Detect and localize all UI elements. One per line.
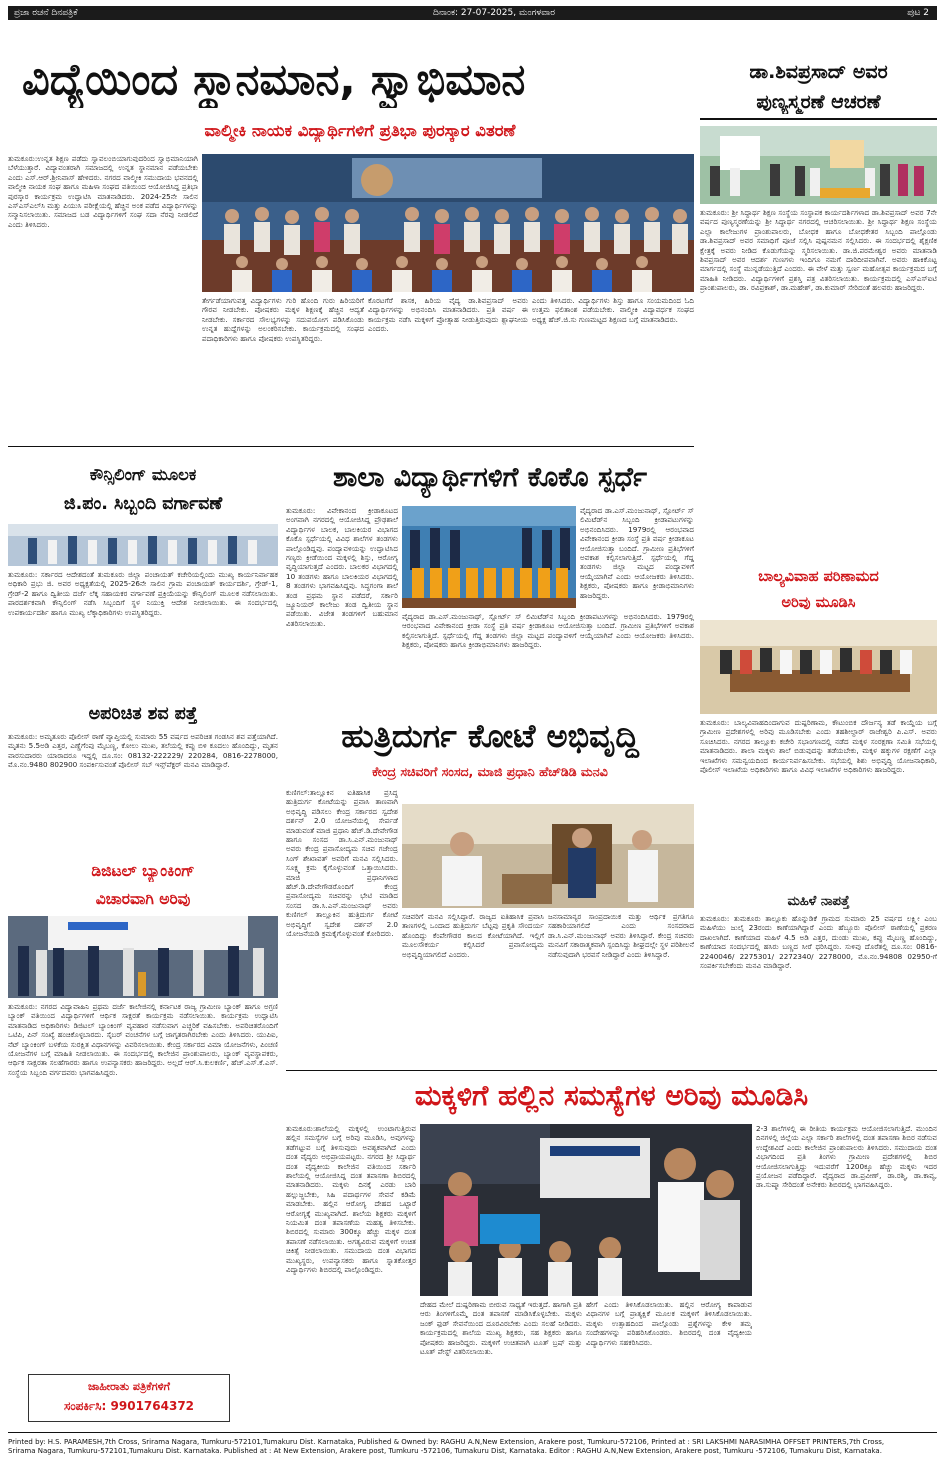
date-line: ದಿನಾಂಕ: 27-07-2025, ಮಂಗಳವಾರ	[433, 8, 555, 18]
digital-text: ತುಮಕೂರು: ನಗರದ ವಿದ್ಯಾವಾಹಿನಿ ಪ್ರಥಮ ದರ್ಜೆ ಕಾಲೇಜಿನಲ್ಲಿ ಕರ್ನಾಟಕ ರಾಜ್ಯ ಗ್ರಾಮೀಣ ಬ್ಯಾಂಕ್ ಹಾಗೂ ಅಗ್ರಣಿ ಬ್ಯಾಂಕ್ ವತಿಯಿಂದ ವಿದ್ಯಾರ್ಥಿಗಳಿಗೆ ಆರ್ಥಿಕ ಸಾಕ್ಷರತೆ ಕಾರ್ಯಕ್ರಮ ನಡೆಸಲಾಯಿತು. ಕಾರ್ಯಕ್ರಮ ಉದ್ಘಾಟಿಸಿ ಮಾತನಾಡಿದ ಅಧಿಕಾರಿಗಳು ಡಿಜಿಟಲ್ ಬ್ಯಾಂಕಿಂಗ್ ವ್ಯವಹಾರ ನಡೆಸುವಾಗ ಎಚ್ಚರಿಕೆ ವಹಿಸಬೇಕು. ಅಪರಿಚಿತರೊಂದಿಗೆ ಒಟಿಪಿ, ಪಿನ್ ಸಂಖ್ಯೆ ಹಂಚಿಕೊಳ್ಳಬಾರದು. ಸೈಬರ್ ವಂಚನೆಗಳ ಬಗ್ಗೆ ಜಾಗೃತರಾಗಿರಬೇಕು ಎಂದು ತಿಳಿಸಿದರು. ಯುಪಿಐ, ನೆಟ್ ಬ್ಯಾಂಕಿಂಗ್ ಬಳಕೆಯ ಸುರಕ್ಷಿತ ವಿಧಾನಗಳನ್ನು ವಿವರಿಸಲಾಯಿತು. ಕೇಂದ್ರ ಸರ್ಕಾರದ ವಿಮಾ ಯೋಜನೆಗಳು, ಪಿಂಚಣಿ ಯೋಜನೆಗಳ ಬಗ್ಗೆ ಮಾಹಿತಿ ನೀಡಲಾಯಿತು. ಈ ಸಂದರ್ಭದಲ್ಲಿ ಕಾಲೇಜಿನ ಪ್ರಾಂಶುಪಾಲರು, ಬ್ಯಾಂಕ್ ವ್ಯವಸ್ಥಾಪಕರು, ಆರ್ಥಿಕ ಸಾಕ್ಷರತಾ ಸಲಹೆಗಾರರು ಹಾಗೂ ಉಪನ್ಯಾಸಕರು ಹಾಜರಿದ್ದರು. ಅಲ್ಲದೆ ಆರ್.ಸಿ.ಕುಲಕರ್ಣಿ, ಹೆಚ್.ಎಸ್.ಕೆ.ಎಸ್. ಸಂಸ್ಥೆಯ ಸಿಬ್ಬಂದಿ ವರ್ಗದವರು ಭಾಗವಹಿಸಿದ್ದರು.	[8, 1002, 278, 1077]
dental-text-a: ತುಮಕೂರು:ಶಾಲೆಯಲ್ಲಿ ಮಕ್ಕಳಲ್ಲಿ ಉಂಟಾಗುತ್ತಿರುವ ಹಲ್ಲಿನ ಸಮಸ್ಯೆಗಳ ಬಗ್ಗೆ ಅರಿವು ಮೂಡಿಸಿ, ಅವುಗಳನ್ನು ತಡೆಗಟ್ಟುವ ಬಗ್ಗೆ ತಿಳಿಸುವುದು ಅವಶ್ಯಕವಾಗಿದೆ ಎಂದು ದಂತ ವೈದ್ಯರು ಅಭಿಪ್ರಾಯಪಟ್ಟರು. ನಗರದ ಶ್ರೀ ಸಿದ್ಧಾರ್ಥ ದಂತ ವೈದ್ಯಕೀಯ ಕಾಲೇಜಿನ ವತಿಯಿಂದ ಸರ್ಕಾರಿ ಶಾಲೆಯಲ್ಲಿ ಆಯೋಜಿಸಿದ್ದ ದಂತ ತಪಾಸಣಾ ಶಿಬಿರದಲ್ಲಿ ಮಾತನಾಡಿದರು. ಮಕ್ಕಳು ದಿನಕ್ಕೆ ಎರಡು ಬಾರಿ ಹಲ್ಲುಜ್ಜಬೇಕು, ಸಿಹಿ ಪದಾರ್ಥಗಳ ಸೇವನೆ ಕಡಿಮೆ ಮಾಡಬೇಕು. ಹಲ್ಲಿನ ಆರೋಗ್ಯ ದೇಹದ ಒಟ್ಟಾರೆ ಆರೋಗ್ಯಕ್ಕೆ ಮುಖ್ಯವಾಗಿದೆ. ಶಾಲೆಯ ಶಿಕ್ಷಕರು ಮಕ್ಕಳಿಗೆ ನಿಯಮಿತ ದಂತ ತಪಾಸಣೆಯ ಮಹತ್ವ ತಿಳಿಸಬೇಕು. ಶಿಬಿರದಲ್ಲಿ ಸುಮಾರು 300ಕ್ಕೂ ಹೆಚ್ಚು ಮಕ್ಕಳ ದಂತ ತಪಾಸಣೆ ನಡೆಸಲಾಯಿತು. ಅಗತ್ಯವಿರುವ ಮಕ್ಕಳಿಗೆ ಉಚಿತ ಚಿಕಿತ್ಸೆ ನೀಡಲಾಯಿತು. ಸಮುದಾಯ ದಂತ ವಿಭಾಗದ ಮುಖ್ಯಸ್ಥರು, ಉಪನ್ಯಾಸಕರು ಹಾಗೂ ಸ್ನಾತಕೋತ್ತರ ವಿದ್ಯಾರ್ಥಿಗಳು ಶಿಬಿರದಲ್ಲಿ ಪಾಲ್ಗೊಂಡಿದ್ದರು.	[286, 1124, 416, 1275]
advert-phone: ಸಂಪರ್ಕಿಸಿ: 9901764372	[63, 1399, 195, 1413]
dental-headline: ಮಕ್ಕಳಿಗೆ ಹಲ್ಲಿನ ಸಮಸ್ಯೆಗಳ ಅರಿವು ಮೂಡಿಸಿ	[414, 1079, 809, 1112]
masthead-strip	[8, 6, 937, 20]
dental-text-d: 2-3 ಶಾಲೆಗಳಲ್ಲಿ ಈ ರೀತಿಯ ಕಾರ್ಯಕ್ರಮ ಆಯೋಜಿಸಲಾಗುತ್ತಿದೆ. ಮುಂದಿನ ದಿನಗಳಲ್ಲಿ ಜಿಲ್ಲೆಯ ಎಲ್ಲಾ ಸರ್ಕಾರಿ ಶಾಲೆಗಳಲ್ಲಿ ದಂತ ತಪಾಸಣಾ ಶಿಬಿರ ನಡೆಸುವ ಉದ್ದೇಶವಿದೆ ಎಂದು ಕಾಲೇಜಿನ ಪ್ರಾಂಶುಪಾಲರು ತಿಳಿಸಿದರು. ಸಮುದಾಯ ದಂತ ವಿಭಾಗದಿಂದ ಪ್ರತಿ ತಿಂಗಳು ಗ್ರಾಮೀಣ ಪ್ರದೇಶಗಳಲ್ಲಿ ಶಿಬಿರ ಆಯೋಜಿಸಲಾಗುತ್ತಿದ್ದು ಇದುವರೆಗೆ 1200ಕ್ಕೂ ಹೆಚ್ಚು ಮಕ್ಕಳು ಇದರ ಪ್ರಯೋಜನ ಪಡೆದಿದ್ದಾರೆ. ವೈದ್ಯರಾದ ಡಾ.ಪ್ರವೀಣ್, ಡಾ.ರಶ್ಮಿ, ಡಾ.ಕಾವ್ಯ, ಡಾ.ಸುಷ್ಮಾ ಸೇರಿದಂತೆ ಅನೇಕರು ಶಿಬಿರದಲ್ಲಿ ಭಾಗವಹಿಸಿದ್ದರು.	[756, 1124, 937, 1190]
missing-text: ತುಮಕೂರು: ತುಮಕೂರು ತಾಲ್ಲೂಕು ಹೊನ್ನುಡಿಕೆ ಗ್ರಾಮದ ಸುಮಾರು 25 ವರ್ಷದ ಲಕ್ಷ್ಮೀ ಎಂಬ ಮಹಿಳೆಯು ಜುಲೈ 23ರಂದು ಕಾಣೆಯಾಗಿದ್ದಾರೆ ಎಂದು ಹೆಬ್ಬೂರು ಪೊಲೀಸ್ ಠಾಣೆಯಲ್ಲಿ ಪ್ರಕರಣ ದಾಖಲಾಗಿದೆ. ಕಾಣೆಯಾದ ಮಹಿಳೆ 4.5 ಅಡಿ ಎತ್ತರ, ದುಂಡು ಮುಖ, ಕಪ್ಪು ಮೈಬಣ್ಣ ಹೊಂದಿದ್ದು, ಕಾಣೆಯಾದ ಸಂದರ್ಭದಲ್ಲಿ ಹಸಿರು ಬಣ್ಣದ ಸೀರೆ ಧರಿಸಿದ್ದರು. ಸುಳಿವು ದೊರೆತಲ್ಲಿ ದೂ.ಸಂ: 0816-2240046/ 2275301/ 2272340/ 2278000, ಮೊ.ನಂ.94808 02950-ಗೆ ಸಂಪರ್ಕಿಸಬೇಕೆಂದು ಮನವಿ ಮಾಡಿದ್ದಾರೆ.	[700, 914, 937, 971]
child-text: ತುಮಕೂರು: ಬಾಲ್ಯವಿವಾಹದಿಂದಾಗುವ ದುಷ್ಪರಿಣಾಮ, ಕೌಟುಂಬಿಕ ದೌರ್ಜನ್ಯ ತಡೆ ಕಾಯ್ದೆಯ ಬಗ್ಗೆ ಗ್ರಾಮೀಣ ಪ್ರದೇಶಗಳಲ್ಲಿ ಅರಿವು ಮೂಡಿಸಬೇಕು ಎಂದು ತಹಶೀಲ್ದಾರ್ ರಾಜೇಶ್ವರಿ ಪಿ.ಎಸ್. ಅವರು ಸೂಚಿಸಿದರು. ನಗರದ ತಾಲ್ಲೂಕು ಕಚೇರಿ ಸಭಾಂಗಣದಲ್ಲಿ ನಡೆದ ಮಕ್ಕಳ ಸಂರಕ್ಷಣಾ ಸಮಿತಿ ಸಭೆಯಲ್ಲಿ ಮಾತನಾಡಿದರು. ಶಾಲಾ ಮಕ್ಕಳು ಶಾಲೆ ಬಿಡುವುದನ್ನು ತಡೆಯಬೇಕು, ಮಕ್ಕಳ ಹಕ್ಕುಗಳ ರಕ್ಷಣೆಗೆ ಎಲ್ಲಾ ಇಲಾಖೆಗಳು ಸಮನ್ವಯದಿಂದ ಕಾರ್ಯನಿರ್ವಹಿಸಬೇಕು. ಸಭೆಯಲ್ಲಿ ಶಿಶು ಅಭಿವೃದ್ಧಿ ಯೋಜನಾಧಿಕಾರಿ, ಪೊಲೀಸ್ ಇಲಾಖೆಯ ಅಧಿಕಾರಿಗಳು ಹಾಗೂ ವಿವಿಧ ಇಲಾಖೆಗಳ ಅಧಿಕಾರಿಗಳು ಹಾಜರಿದ್ದರು.	[700, 718, 937, 775]
kho-photo	[402, 506, 576, 608]
kho-headline: ಶಾಲಾ ವಿದ್ಯಾರ್ಥಿಗಳಿಗೆ ಕೊಕೊ ಸ್ಪರ್ಧೆ	[333, 462, 647, 493]
child-headline-1: ಬಾಲ್ಯವಿವಾಹ ಪರಿಣಾಮದ	[758, 569, 879, 585]
counselling-headline-1: ಕೌನ್ಸಿಲಿಂಗ್ ಮೂಲಕ	[89, 465, 197, 484]
memorial-photo	[700, 126, 937, 204]
fort-text-a: ಕುಣಿಗಲ್:ತಾಲ್ಲೂಕಿನ ಐತಿಹಾಸಿಕ ಪ್ರಸಿದ್ಧ ಹುತ್ರಿದುರ್ಗ ಕೋಟೆಯನ್ನು ಪ್ರವಾಸಿ ತಾಣವಾಗಿ ಅಭಿವೃದ್ಧಿ ಪಡಿಸಲು ಕೇಂದ್ರ ಸರ್ಕಾರದ ಸ್ವದೇಶ ದರ್ಶನ್ 2.0 ಯೋಜನೆಯಲ್ಲಿ ಸೇರ್ಪಡೆ ಮಾಡುವಂತೆ ಮಾಜಿ ಪ್ರಧಾನಿ ಹೆಚ್.ಡಿ.ದೇವೇಗೌಡ ಹಾಗೂ ಸಂಸದ ಡಾ.ಸಿ.ಎನ್.ಮಂಜುನಾಥ್ ಅವರು ಕೇಂದ್ರ ಪ್ರವಾಸೋದ್ಯಮ ಸಚಿವ ಗಜೇಂದ್ರ ಸಿಂಗ್ ಶೇಖಾವತ್ ಅವರಿಗೆ ಮನವಿ ಸಲ್ಲಿಸಿದರು. ಸೂಕ್ಷ್ಮ ಕ್ರಮ ಕೈಗೊಳ್ಳುವಂತೆ ಒತ್ತಾಯಿಸಿದರು. ಮಾಜಿ ಪ್ರಧಾನಿಗಳಾದ ಹೆಚ್.ಡಿ.ದೇವೇಗೌಡರೊಂದಿಗೆ ಕೇಂದ್ರ ಪ್ರವಾಸೋದ್ಯಮ ಸಚಿವರನ್ನು ಭೇಟಿ ಮಾಡಿದ ಸಂಸದ ಡಾ.ಸಿ.ಎನ್.ಮಂಜುನಾಥ್ ಅವರು ಕುಣಿಗಲ್ ತಾಲ್ಲೂಕಿನ ಹುತ್ರಿದುರ್ಗ ಕೋಟೆ ಅಭಿವೃದ್ಧಿಗೆ ಸ್ವದೇಶ ದರ್ಶನ್ 2.0 ಯೋಜನೆಯಡಿ ಕ್ರಮಕೈಗೊಳ್ಳುವಂತೆ ಕೋರಿದರು.	[286, 788, 398, 939]
fort-text-c: ಜನಸಾಮಾನ್ಯರ ಸಾಂಪ್ರದಾಯಿಕ ಮತ್ತು ಆರ್ಥಿಕ ಪ್ರಗತಿಗೂ ಸಹಕಾರಿಯಾಗಲಿದೆ ಎಂದು ಸಂಸದರಾದ ಡಾ.ಸಿ.ಎನ್.ಮಂಜುನಾಥ್ ಅವರು ತಿಳಿಸಿದ್ದಾರೆ. ಕೇಂದ್ರ ಸಚಿವರು ಮನವಿಗೆ ಸಕಾರಾತ್ಮಕವಾಗಿ ಸ್ಪಂದಿಸಿದ್ದು ಶೀಘ್ರದಲ್ಲೇ ಸ್ಥಳ ಪರಿಶೀಲನೆ ನಡೆಸುವುದಾಗಿ ಭರವಸೆ ನೀಡಿದ್ದಾರೆ ಎಂದು ತಿಳಿಸಿದ್ದಾರೆ.	[548, 912, 694, 959]
dental-text-b: ದೇಹದ ಮೇಲೆ ದುಷ್ಪರಿಣಾಮ ಬೀರುವ ಸಾಧ್ಯತೆ ಇರುತ್ತದೆ. ಹಾಗಾಗಿ ಪ್ರತಿ ಆರು ತಿಂಗಳಿಗೊಮ್ಮೆ ದಂತ ತಪಾಸಣೆ ಮಾಡಿಸಿಕೊಳ್ಳಬೇಕು. ಮಕ್ಕಳು ಜಂಕ್ ಫುಡ್ ಸೇವನೆಯಿಂದ ದೂರವಿರಬೇಕು ಎಂದು ಸಲಹೆ ನೀಡಿದರು. ಕಾರ್ಯಕ್ರಮದಲ್ಲಿ ಶಾಲೆಯ ಮುಖ್ಯ ಶಿಕ್ಷಕರು, ಸಹ ಶಿಕ್ಷಕರು ಹಾಗೂ ಪೋಷಕರು ಹಾಜರಿದ್ದರು. ಮಕ್ಕಳಿಗೆ ಉಚಿತವಾಗಿ ಟೂತ್ ಬ್ರಷ್ ಮತ್ತು ಟೂತ್ ಪೇಸ್ಟ್ ವಿತರಿಸಲಾಯಿತು.	[420, 1300, 582, 1357]
advert-box	[28, 1374, 230, 1422]
dental-text-c: ಹೇಗೆ ಎಂದು ತಿಳಿಸಿಕೊಡಲಾಯಿತು. ಹಲ್ಲಿನ ಆರೋಗ್ಯ ಕಾಪಾಡುವ ವಿಧಾನಗಳ ಬಗ್ಗೆ ಪ್ರಾತ್ಯಕ್ಷಿಕೆ ಮೂಲಕ ಮಕ್ಕಳಿಗೆ ತಿಳಿಸಿಕೊಡಲಾಯಿತು. ಮಕ್ಕಳು ಉತ್ಸಾಹದಿಂದ ಪಾಲ್ಗೊಂಡು ಪ್ರಶ್ನೆಗಳನ್ನು ಕೇಳಿ ತಮ್ಮ ಸಂದೇಹಗಳನ್ನು ಪರಿಹರಿಸಿಕೊಂಡರು. ಶಿಬಿರದಲ್ಲಿ ದಂತ ವೈದ್ಯಕೀಯ ವಿದ್ಯಾರ್ಥಿಗಳು ಸಹಕರಿಸಿದರು.	[586, 1300, 752, 1347]
counselling-text: ತುಮಕೂರು: ಸರ್ಕಾರದ ಆದೇಶದಂತೆ ತುಮಕೂರು ಜಿಲ್ಲಾ ಪಂಚಾಯತ್ ಕಚೇರಿಯಲ್ಲಿಂದು ಮುಖ್ಯ ಕಾರ್ಯನಿರ್ವಾಹಕ ಅಧಿಕಾರಿ ಪ್ರಭು ಜಿ. ಅವರ ಅಧ್ಯಕ್ಷತೆಯಲ್ಲಿ 2025-26ನೇ ಸಾಲಿನ ಗ್ರಾಮ ಪಂಚಾಯತ್ ಕಾರ್ಯದರ್ಶಿ, ಗ್ರೇಡ್-1, ಗ್ರೇಡ್-2 ಹಾಗೂ ದ್ವಿತೀಯ ದರ್ಜೆ ಲೆಕ್ಕ ಸಹಾಯಕರ ವರ್ಗಾವಣೆ ಪ್ರಕ್ರಿಯೆಯನ್ನು ಕೌನ್ಸಿಲಿಂಗ್ ಮೂಲಕ ನಡೆಸಲಾಯಿತು. ಪಾರದರ್ಶಕವಾಗಿ ಕೌನ್ಸಿಲಿಂಗ್ ನಡೆಸಿ ಸಿಬ್ಬಂದಿಗೆ ಸ್ಥಳ ನಿಯುಕ್ತಿ ಆದೇಶ ನೀಡಲಾಯಿತು. ಈ ಸಂದರ್ಭದಲ್ಲಿ ಉಪಕಾರ್ಯದರ್ಶಿ ಹಾಗೂ ಮುಖ್ಯ ಲೆಕ್ಕಾಧಿಕಾರಿಗಳು ಉಪಸ್ಥಿತರಿದ್ದರು.	[8, 570, 278, 617]
lead-subhead: ವಾಲ್ಮೀಕಿ ನಾಯಕ ವಿದ್ಯಾರ್ಥಿಗಳಿಗೆ ಪ್ರತಿಭಾ ಪುರಸ್ಕಾರ ವಿತರಣೆ	[204, 121, 516, 140]
divider	[700, 118, 937, 120]
fort-photo	[402, 804, 694, 908]
lead-text-a: ತುಮಕೂರು:ಉನ್ನತ ಶಿಕ್ಷಣ ಪಡೆದು ಸ್ವಾವಲಂಬಿಯಾಗುವುದರಿಂದ ಸ್ವಾಭಿಮಾನಿಯಾಗಿ ಬೆಳೆಯುತ್ತಾರೆ. ವಿದ್ಯಾವಂತರಾಗಿ ಸಮಾಜದಲ್ಲಿ ಉನ್ನತ ಸ್ಥಾನಮಾನ ಪಡೆಯಬೇಕು ಎಂದು ಎಸ್.ಆರ್.ಶ್ರೀನಿವಾಸ್ ಹೇಳಿದರು. ನಗರದ ವಾಲ್ಮೀಕಿ ಸಮುದಾಯ ಭವನದಲ್ಲಿ ವಾಲ್ಮೀಕಿ ನಾಯಕ ಸಂಘ ಹಾಗೂ ಮಹಿಳಾ ಸಂಘದ ವತಿಯಿಂದ ಆಯೋಜಿಸಿದ್ದ ಪ್ರತಿಭಾ ಪುರಸ್ಕಾರ ಕಾರ್ಯಕ್ರಮ ಉದ್ಘಾಟಿಸಿ ಮಾತನಾಡಿದರು. 2024-25ನೇ ಸಾಲಿನ ಎಸ್‌ಎಸ್‌ಎಲ್‌ಸಿ ಮತ್ತು ಪಿಯುಸಿ ಪರೀಕ್ಷೆಯಲ್ಲಿ ಹೆಚ್ಚಿನ ಅಂಕ ಪಡೆದ ವಿದ್ಯಾರ್ಥಿಗಳನ್ನು ಸನ್ಮಾನಿಸಲಾಯಿತು. ಸಮಾಜದ ಬಡ ವಿದ್ಯಾರ್ಥಿಗಳಿಗೆ ಸಂಘ ಸದಾ ನೆರವು ನೀಡಲಿದೆ ಎಂದು ತಿಳಿಸಿದರು.	[8, 154, 198, 229]
banking-photo	[8, 916, 278, 998]
kho-text-b: ವೈದ್ಯರಾದ ಡಾ.ಎಸ್.ಮಂಜುನಾಥ್, ಸ್ಪೋರ್ಟ್ ಸ್ ಲಿಮಿಟೆಡ್‌ನ ಸಿಬ್ಬಂದಿ ಕ್ರೀಡಾಪಟುಗಳನ್ನು ಅಭಿನಂದಿಸಿದರು. 1979ರಲ್ಲಿ ಆರಂಭವಾದ ವಿವೇಕಾನಂದ ಕ್ರೀಡಾ ಸಂಸ್ಥೆ ಪ್ರತಿ ವರ್ಷ ಕ್ರೀಡಾಕೂಟ ಆಯೋಜಿಸುತ್ತಾ ಬಂದಿದೆ. ಗ್ರಾಮೀಣ ಪ್ರತಿಭೆಗಳಿಗೆ ಅವಕಾಶ ಕಲ್ಪಿಸಲಾಗುತ್ತಿದೆ. ಸ್ಪರ್ಧೆಯಲ್ಲಿ ಗೆದ್ದ ತಂಡಗಳು ಜಿಲ್ಲಾ ಮಟ್ಟದ ಪಂದ್ಯಾವಳಿಗೆ ಆಯ್ಕೆಯಾಗಿವೆ ಎಂದು ಆಯೋಜಕರು ತಿಳಿಸಿದರು. ಶಿಕ್ಷಕರು, ಪೋಷಕರು ಹಾಗೂ ಕ್ರೀಡಾಭಿಮಾನಿಗಳು ಹಾಜರಿದ್ದರು.	[402, 612, 694, 650]
fort-headline: ಹುತ್ರಿದುರ್ಗ ಕೋಟೆ ಅಭಿವೃದ್ಧಿ	[341, 717, 639, 755]
digital-headline-1: ಡಿಜಿಟಲ್ ಬ್ಯಾಂಕಿಂಗ್	[91, 862, 195, 880]
meeting-photo	[700, 620, 937, 714]
page-number: ಪುಟ 2	[907, 8, 929, 18]
shiv-headline-2: ಪುಣ್ಯಸ್ಮರಣೆ ಆಚರಣೆ	[756, 91, 881, 113]
lead-text-d: ಎಂದು ತಿಳಿಸಿದರು. ವಿದ್ಯಾರ್ಥಿಗಳು ಶಿಸ್ತು ಹಾಗೂ ಸಂಯಮದಿಂದ ಓದಿ ಉತ್ತಮ ಫಲಿತಾಂಶ ಪಡೆಯಬೇಕು. ವಾಲ್ಮೀಕಿ ವಿದ್ಯಾವರ್ಧಕ ಸಂಘದ ಅಧ್ಯಕ್ಷ ಹೆಚ್.ಜಿ.ಸು ಗುಣಮಟ್ಟದ ಶಿಕ್ಷಣದ ಬಗ್ಗೆ ಮಾತನಾಡಿದರು.	[532, 296, 694, 324]
lead-text-b: ತೇರ್ಗಡೆಯಾಗುವತ್ತ ವಿದ್ಯಾರ್ಥಿಗಳು ಗುರಿ ಹೊಂದಿ ಗುರು ಹಿರಿಯರಿಗೆ ಗೌರವ ನೀಡಬೇಕು. ಪೋಷಕರು ಮಕ್ಕಳ ಶಿಕ್ಷಣಕ್ಕೆ ಹೆಚ್ಚಿನ ಆದ್ಯತೆ ನೀಡಬೇಕು. ಸರ್ಕಾರದ ಸೌಲಭ್ಯಗಳನ್ನು ಸದುಪಯೋಗ ಪಡಿಸಿಕೊಂಡು ಉನ್ನತ ಹುದ್ದೆಗಳನ್ನು ಅಲಂಕರಿಸಬೇಕು. ಕಾರ್ಯಕ್ರಮದಲ್ಲಿ ಸಂಘದ ಪದಾಧಿಕಾರಿಗಳು ಹಾಗೂ ಪೋಷಕರು ಉಪಸ್ಥಿತರಿದ್ದರು.	[202, 296, 364, 343]
imprint-footer	[8, 1438, 937, 1456]
award-photo	[202, 154, 694, 292]
counselling-photo	[8, 524, 278, 566]
digital-headline-2: ವಿಚಾರವಾಗಿ ಅರಿವು	[95, 890, 191, 908]
kho-text-a: ತುಮಕೂರು: ವಿವೇಕಾನಂದ ಕ್ರೀಡಾಕೂಟದ ಅಂಗವಾಗಿ ನಗರದಲ್ಲಿ ಆಯೋಜಿಸಿದ್ದ ಪ್ರೌಢಶಾಲೆ ವಿದ್ಯಾರ್ಥಿಗಳ ಬಾಲಕ, ಬಾಲಕಿಯರ ವಿಭಾಗದ ಕೊಕೊ ಸ್ಪರ್ಧೆಯಲ್ಲಿ ವಿವಿಧ ಶಾಲೆಗಳ ತಂಡಗಳು ಪಾಲ್ಗೊಂಡಿದ್ದವು. ಪಂದ್ಯಾವಳಿಯನ್ನು ಉದ್ಘಾಟಿಸಿದ ಗಣ್ಯರು ಕ್ರೀಡೆಯಿಂದ ಮಕ್ಕಳಲ್ಲಿ ಶಿಸ್ತು, ಆರೋಗ್ಯ ವೃದ್ಧಿಯಾಗುತ್ತದೆ ಎಂದರು. ಬಾಲಕರ ವಿಭಾಗದಲ್ಲಿ 10 ತಂಡಗಳು ಹಾಗೂ ಬಾಲಕಿಯರ ವಿಭಾಗದಲ್ಲಿ 8 ತಂಡಗಳು ಭಾಗವಹಿಸಿದ್ದವು. ಸಿದ್ಧಗಂಗಾ ಶಾಲೆ ತಂಡ ಪ್ರಥಮ ಸ್ಥಾನ ಪಡೆದರೆ, ಸರ್ಕಾರಿ ಜ್ಯೂನಿಯರ್ ಕಾಲೇಜು ತಂಡ ದ್ವಿತೀಯ ಸ್ಥಾನ ಪಡೆಯಿತು. ವಿಜೇತ ತಂಡಗಳಿಗೆ ಬಹುಮಾನ ವಿತರಿಸಲಾಯಿತು.	[286, 506, 398, 628]
dental-photo	[420, 1124, 752, 1296]
child-headline-2: ಅರಿವು ಮೂಡಿಸಿ	[781, 595, 856, 611]
body-found-text: ತುಮಕೂರು: ಅಮೃತೂರು ಪೊಲೀಸ್ ಠಾಣೆ ವ್ಯಾಪ್ತಿಯಲ್ಲಿ ಸುಮಾರು 55 ವರ್ಷದ ಅಪರಿಚಿತ ಗಂಡಸಿನ ಶವ ಪತ್ತೆಯಾಗಿದೆ. ಮೃತನು 5.5ಅಡಿ ಎತ್ತರ, ಎಣ್ಣೆಗೆಂಪು ಮೈಬಣ್ಣ, ಕೋಲು ಮುಖ, ತಲೆಯಲ್ಲಿ ಕಪ್ಪು ಬಿಳಿ ಕೂದಲು ಹೊಂದಿದ್ದು, ಮೃತನ ವಾರಸುದಾರರು ಯಾರಾದರೂ ಇದ್ದಲ್ಲಿ ದೂ.ಸಂ: 08132-222229/ 220284, 0816-2278000, ಮೊ.ನಂ.9480 802900 ಸಂಪರ್ಕಿಸುವಂತೆ ಪೊಲೀಸ್ ಸಬ್ ಇನ್ಸ್‌ಪೆಕ್ಟರ್ ಮನವಿ ಮಾಡಿದ್ದಾರೆ.	[8, 732, 278, 770]
body-found-headline: ಅಪರಿಚಿತ ಶವ ಪತ್ತೆ	[88, 704, 198, 724]
counselling-headline-2: ಜಿ.ಪಂ. ಸಿಬ್ಬಂದಿ ವರ್ಗಾವಣೆ	[63, 494, 223, 514]
paper-name: ಪ್ರಜಾ ರಚನೆ ದಿನಪತ್ರಿಕೆ	[14, 8, 78, 18]
shiv-text: ತುಮಕೂರು: ಶ್ರೀ ಸಿದ್ಧಾರ್ಥ ಶಿಕ್ಷಣ ಸಂಸ್ಥೆಯ ಸಂಸ್ಥಾಪಕ ಕಾರ್ಯದರ್ಶಿಗಳಾದ ಡಾ.ಶಿವಪ್ರಸಾದ್ ಅವರ 7ನೇ ವರ್ಷದ ಪುಣ್ಯಸ್ಮರಣೆಯನ್ನು ಶ್ರೀ ಸಿದ್ಧಾರ್ಥ ನಗರದಲ್ಲಿ ಆಚರಿಸಲಾಯಿತು. ಶ್ರೀ ಸಿದ್ಧಾರ್ಥ ಶಿಕ್ಷಣ ಸಂಸ್ಥೆಯ ಎಲ್ಲಾ ಕಾಲೇಜುಗಳ ಪ್ರಾಂಶುಪಾಲರು, ಬೋಧಕ ಹಾಗೂ ಬೋಧಕೇತರ ಸಿಬ್ಬಂದಿ ಪಾಲ್ಗೊಂಡು ಡಾ.ಶಿವಪ್ರಸಾದ್ ಅವರ ಸಮಾಧಿಗೆ ಪೂಜೆ ಸಲ್ಲಿಸಿ ಪುಷ್ಪನಮನ ಸಲ್ಲಿಸಿದರು. ಈ ಸಂದರ್ಭದಲ್ಲಿ ಶೈಕ್ಷಣಿಕ ಕ್ಷೇತ್ರಕ್ಕೆ ಅವರು ನೀಡಿದ ಕೊಡುಗೆಯನ್ನು ಸ್ಮರಿಸಲಾಯಿತು. ಡಾ.ಜಿ.ಪರಮೇಶ್ವರ ಅವರು ಮಾತನಾಡಿ ಶಿವಪ್ರಸಾದ್ ಅವರ ಆದರ್ಶ ಗುಣಗಳು ಇಂದಿಗೂ ನಮಗೆ ದಾರಿದೀಪವಾಗಿವೆ. ಅವರು ಹಾಕಿಕೊಟ್ಟ ಮಾರ್ಗದಲ್ಲಿ ಸಂಸ್ಥೆ ಮುನ್ನಡೆಯುತ್ತಿದೆ ಎಂದರು. ಈ ವೇಳೆ ಮತ್ತು ಸ್ವರ್ಣ ಮಹೋತ್ಸವ ಕಾರ್ಯಕ್ರಮದ ಬಗ್ಗೆ ಮಾಹಿತಿ ನೀಡಿದರು. ವಿದ್ಯಾರ್ಥಿಗಳಿಗೆ ಪ್ರಶಸ್ತಿ ಪತ್ರ ವಿತರಿಸಲಾಯಿತು. ಕಾರ್ಯಕ್ರಮದಲ್ಲಿ ಎಸ್‌ಎಸ್‌ಐಟಿ ಪ್ರಾಂಶುಪಾಲರು, ಡಾ. ರವಿಪ್ರಕಾಶ್, ಡಾ.ಮಹೇಶ್, ಡಾ.ಕುಮಾರ್ ಸೇರಿದಂತೆ ಹಲವರು ಹಾಜರಿದ್ದರು.	[700, 208, 937, 293]
imprint-line-1: Printed by: H.S. PARAMESH,7th Cross, Srirama Nagara, Tumkuru-572101,Tumakuru Dist. Karnataka, Published & Owned by: RAGHU A.N,New Extension, Arakere post, Tumkuru-572106, Printed at : SRI LAKSHMI NARASIMHA OFFSET PRINTERS,7th Cross,	[8, 1438, 885, 1446]
advert-line-1: ಜಾಹೀರಾತು ಪತ್ರಿಕೆಗಳಿಗೆ	[88, 1380, 170, 1393]
divider	[8, 446, 694, 447]
lead-text-c: ಕೊರಟಗೆರೆ ಶಾಸಕ, ಹಿರಿಯ ವೈದ್ಯ ಡಾ.ಶಿವಪ್ರಸಾದ್ ಅವರು ವಿದ್ಯಾರ್ಥಿಗಳನ್ನು ಅಭಿನಂದಿಸಿ ಮಾತನಾಡಿದರು. ಪ್ರತಿ ವರ್ಷ ಈ ಕಾರ್ಯಕ್ರಮ ನಡೆಸಿ ಮಕ್ಕಳಿಗೆ ಪ್ರೋತ್ಸಾಹ ನೀಡುತ್ತಿರುವುದು ಶ್ಲಾಘನೀಯ ಎಂದರು.	[368, 296, 528, 334]
divider	[286, 1070, 937, 1071]
fort-text-b: ಸಚಿವರಿಗೆ ಮನವಿ ಸಲ್ಲಿಸಿದ್ದಾರೆ. ರಾಜ್ಯದ ಐತಿಹಾಸಿಕ ಪ್ರವಾಸಿ ತಾಣಗಳಲ್ಲಿ ಒಂದಾದ ಹುತ್ರಿದುರ್ಗ ಬೆಟ್ಟವು ಪ್ರಕೃತಿ ಸೌಂದರ್ಯ ಹೊಂದಿದ್ದು ಕೆಂಪೇಗೌಡರ ಕಾಲದ ಕೋಟೆಯಾಗಿದೆ. ಇಲ್ಲಿಗೆ ಮೂಲಸೌಕರ್ಯ ಕಲ್ಪಿಸಿದರೆ ಪ್ರವಾಸೋದ್ಯಮ ಅಭಿವೃದ್ಧಿಯಾಗಲಿದೆ ಎಂದರು.	[402, 912, 544, 959]
kho-text-b-top: ವೈದ್ಯರಾದ ಡಾ.ಎಸ್.ಮಂಜುನಾಥ್, ಸ್ಪೋರ್ಟ್ ಸ್ ಲಿಮಿಟೆಡ್‌ನ ಸಿಬ್ಬಂದಿ ಕ್ರೀಡಾಪಟುಗಳನ್ನು ಅಭಿನಂದಿಸಿದರು. 1979ರಲ್ಲಿ ಆರಂಭವಾದ ವಿವೇಕಾನಂದ ಕ್ರೀಡಾ ಸಂಸ್ಥೆ ಪ್ರತಿ ವರ್ಷ ಕ್ರೀಡಾಕೂಟ ಆಯೋಜಿಸುತ್ತಾ ಬಂದಿದೆ. ಗ್ರಾಮೀಣ ಪ್ರತಿಭೆಗಳಿಗೆ ಅವಕಾಶ ಕಲ್ಪಿಸಲಾಗುತ್ತಿದೆ. ಸ್ಪರ್ಧೆಯಲ್ಲಿ ಗೆದ್ದ ತಂಡಗಳು ಜಿಲ್ಲಾ ಮಟ್ಟದ ಪಂದ್ಯಾವಳಿಗೆ ಆಯ್ಕೆಯಾಗಿವೆ ಎಂದು ಆಯೋಜಕರು ತಿಳಿಸಿದರು. ಶಿಕ್ಷಕರು, ಪೋಷಕರು ಹಾಗೂ ಕ್ರೀಡಾಭಿಮಾನಿಗಳು ಹಾಜರಿದ್ದರು.	[580, 506, 694, 600]
fort-subhead: ಕೇಂದ್ರ ಸಚಿವರಿಗೆ ಸಂಸದ, ಮಾಜಿ ಪ್ರಧಾನಿ ಹೆಚ್‌ಡಿಡಿ ಮನವಿ	[372, 764, 608, 779]
shiv-headline-1: ಡಾ.ಶಿವಪ್ರಸಾದ್ ಅವರ	[749, 61, 888, 83]
divider	[8, 1432, 937, 1433]
imprint-line-2: Srirama Nagara, Tumkuru-572101,Tumakuru Dist. Karnataka. Published at : At New Extension, Arakere post, Tumkuru -572106, Tumakuru Dist, Karnataka. Editor : RAGHU A.N,New Extension, Arakere post, Tumkuru -572106, Tumakuru Dist, Karnataka.	[8, 1447, 882, 1455]
lead-headline: ವಿದ್ಯೆಯಿಂದ ಸ್ಥಾನಮಾನ, ಸ್ವಾಭಿಮಾನ	[22, 55, 526, 105]
missing-headline: ಮಹಿಳೆ ನಾಪತ್ತೆ	[787, 894, 850, 909]
